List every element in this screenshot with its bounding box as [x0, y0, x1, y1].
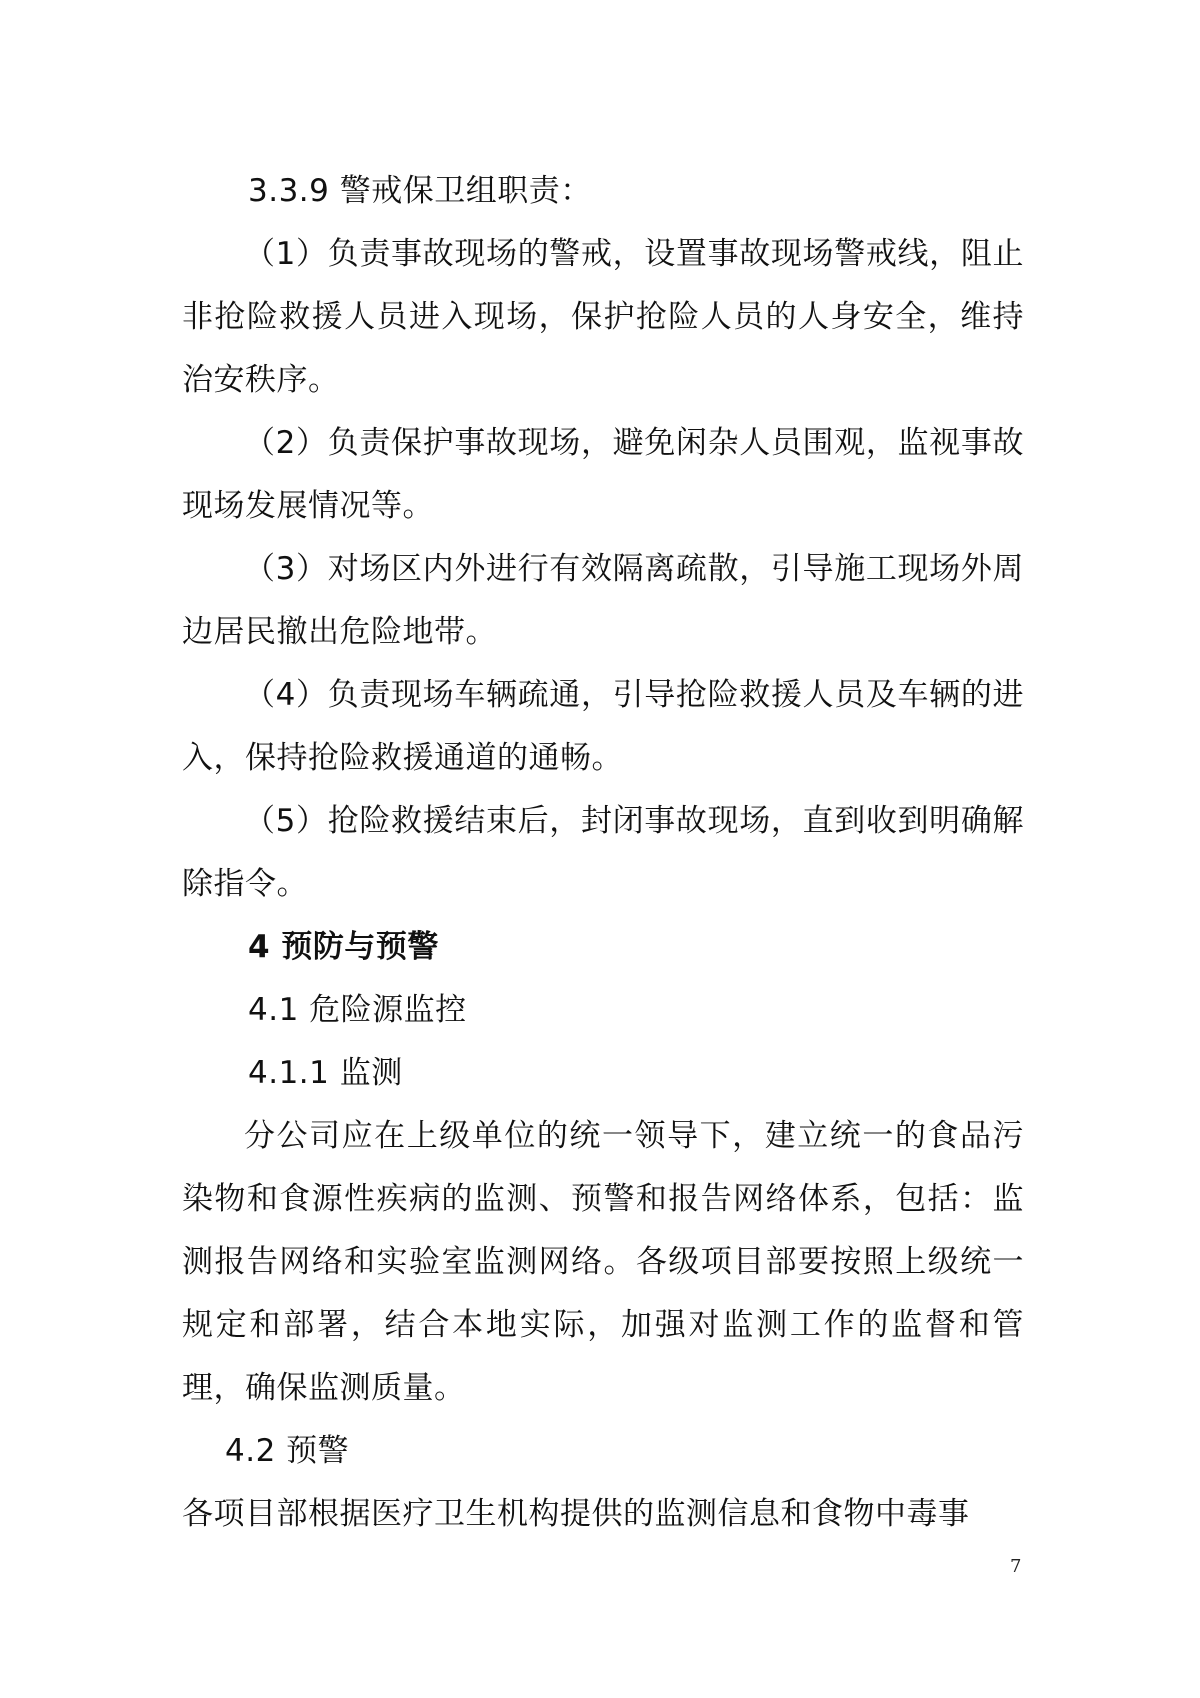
document-body [182, 160, 1024, 1546]
paragraph-warning: 各项目部根据医疗卫生机构提供的监测信息和食物中毒事 [182, 1496, 970, 1532]
list-item-2: （2）负责保护事故现场，避免闲杂人员围观，监视事故现场发展情况等。 [182, 425, 1024, 524]
page-number: 7 [1010, 1556, 1022, 1577]
section-heading-4: 4 预防与预警 [248, 929, 439, 965]
subsection-heading-3-3-9: 3.3.9 警戒保卫组职责： [248, 173, 592, 209]
list-item-1: （1）负责事故现场的警戒，设置事故现场警戒线，阻止非抢险救援人员进入现场，保护抢险人员的人身安全，维持治安秩序。 [182, 236, 1024, 398]
section-heading-4-2: 4.2 预警 [225, 1433, 350, 1469]
section-heading-4-1-1: 4.1.1 监测 [248, 1055, 403, 1091]
section-heading-4-1: 4.1 危险源监控 [248, 992, 467, 1028]
list-item-5: （5）抢险救援结束后，封闭事故现场，直到收到明确解除指令。 [182, 803, 1024, 902]
paragraph-monitoring: 分公司应在上级单位的统一领导下，建立统一的食品污染物和食源性疾病的监测、预警和报告网络体系，包括：监测报告网络和实验室监测网络。各级项目部要按照上级统一规定和部署，结合本地实际，加强对监测工作的监督和管理，确保监测质量。 [182, 1118, 1024, 1406]
list-item-4: （4）负责现场车辆疏通，引导抢险救援人员及车辆的进入，保持抢险救援通道的通畅。 [182, 677, 1024, 776]
list-item-3: （3）对场区内外进行有效隔离疏散，引导施工现场外周边居民撤出危险地带。 [182, 551, 1024, 650]
